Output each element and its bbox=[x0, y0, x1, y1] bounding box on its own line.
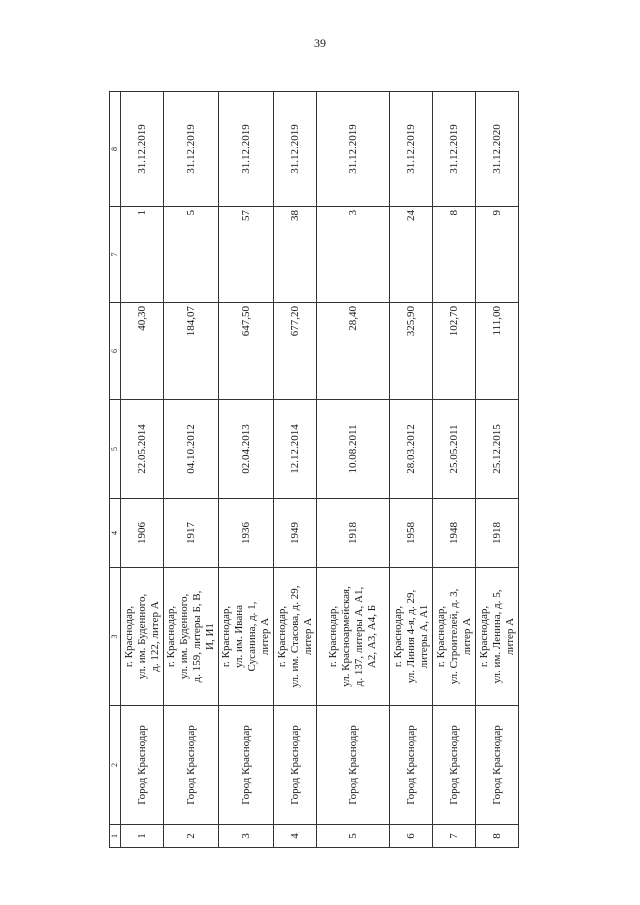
year-cell: 1918 bbox=[317, 499, 390, 568]
date-cell: 25.12.2015 bbox=[476, 400, 519, 499]
column-number: 3 bbox=[110, 568, 121, 706]
count-cell: 8 bbox=[433, 207, 476, 303]
column-number: 4 bbox=[110, 499, 121, 568]
address-cell: г. Краснодар, ул. им. Стасова, д. 29, литер А bbox=[274, 568, 317, 706]
table-row bbox=[390, 92, 433, 848]
year-cell: 1958 bbox=[390, 499, 433, 568]
municipality-cell: Город Краснодар bbox=[164, 706, 219, 825]
column-number: 1 bbox=[110, 825, 121, 848]
address-cell: г. Краснодар, ул. им. Буденного, д. 122, литер А bbox=[121, 568, 164, 706]
table-row bbox=[317, 92, 390, 848]
column-number: 8 bbox=[110, 92, 121, 207]
housing-table bbox=[109, 91, 519, 848]
column-number-row bbox=[110, 92, 121, 848]
count-cell: 38 bbox=[274, 207, 317, 303]
deadline-cell: 31.12.2019 bbox=[317, 92, 390, 207]
rotated-table-container bbox=[109, 92, 554, 848]
address-cell: г. Краснодар, ул. Строителей, д. 3, литер А bbox=[433, 568, 476, 706]
deadline-cell: 31.12.2019 bbox=[164, 92, 219, 207]
year-cell: 1917 bbox=[164, 499, 219, 568]
address-cell: г. Краснодар, ул. им. Ленина, д. 5, литер А bbox=[476, 568, 519, 706]
area-cell: 40,30 bbox=[121, 303, 164, 400]
date-cell: 28.03.2012 bbox=[390, 400, 433, 499]
deadline-cell: 31.12.2019 bbox=[219, 92, 274, 207]
count-cell: 9 bbox=[476, 207, 519, 303]
table-row bbox=[164, 92, 219, 848]
row-number: 1 bbox=[121, 825, 164, 848]
column-number: 7 bbox=[110, 207, 121, 303]
date-cell: 12.12.2014 bbox=[274, 400, 317, 499]
count-cell: 24 bbox=[390, 207, 433, 303]
area-cell: 102,70 bbox=[433, 303, 476, 400]
row-number: 4 bbox=[274, 825, 317, 848]
page-number: 39 bbox=[314, 36, 326, 50]
municipality-cell: Город Краснодар bbox=[317, 706, 390, 825]
area-cell: 677,20 bbox=[274, 303, 317, 400]
date-cell: 04.10.2012 bbox=[164, 400, 219, 499]
deadline-cell: 31.12.2019 bbox=[121, 92, 164, 207]
year-cell: 1948 bbox=[433, 499, 476, 568]
deadline-cell: 31.12.2019 bbox=[390, 92, 433, 207]
row-number: 2 bbox=[164, 825, 219, 848]
deadline-cell: 31.12.2019 bbox=[433, 92, 476, 207]
column-number: 5 bbox=[110, 400, 121, 499]
count-cell: 5 bbox=[164, 207, 219, 303]
area-cell: 647,50 bbox=[219, 303, 274, 400]
table-row bbox=[219, 92, 274, 848]
row-number: 8 bbox=[476, 825, 519, 848]
column-number: 2 bbox=[110, 706, 121, 825]
table-row bbox=[121, 92, 164, 848]
column-number: 6 bbox=[110, 303, 121, 400]
row-number: 5 bbox=[317, 825, 390, 848]
count-cell: 57 bbox=[219, 207, 274, 303]
municipality-cell: Город Краснодар bbox=[274, 706, 317, 825]
row-number: 3 bbox=[219, 825, 274, 848]
row-number: 6 bbox=[390, 825, 433, 848]
municipality-cell: Город Краснодар bbox=[476, 706, 519, 825]
deadline-cell: 31.12.2019 bbox=[274, 92, 317, 207]
area-cell: 325,90 bbox=[390, 303, 433, 400]
table-row bbox=[274, 92, 317, 848]
area-cell: 184,07 bbox=[164, 303, 219, 400]
area-cell: 111,00 bbox=[476, 303, 519, 400]
year-cell: 1906 bbox=[121, 499, 164, 568]
date-cell: 10.08.2011 bbox=[317, 400, 390, 499]
table-row bbox=[476, 92, 519, 848]
area-cell: 28,40 bbox=[317, 303, 390, 400]
date-cell: 22.05.2014 bbox=[121, 400, 164, 499]
year-cell: 1949 bbox=[274, 499, 317, 568]
count-cell: 1 bbox=[121, 207, 164, 303]
municipality-cell: Город Краснодар bbox=[121, 706, 164, 825]
date-cell: 02.04.2013 bbox=[219, 400, 274, 499]
row-number: 7 bbox=[433, 825, 476, 848]
municipality-cell: Город Краснодар bbox=[433, 706, 476, 825]
date-cell: 25.05.2011 bbox=[433, 400, 476, 499]
address-cell: г. Краснодар, ул. им. Буденного, д. 159, литеры Б, В, И, И1 bbox=[164, 568, 219, 706]
address-cell: г. Краснодар, ул. Линия 4-я, д. 29, литеры А, А1 bbox=[390, 568, 433, 706]
address-cell: г. Краснодар, ул. Красноармейская, д. 137, литеры А, А1, А2, А3, А4, Б bbox=[317, 568, 390, 706]
count-cell: 3 bbox=[317, 207, 390, 303]
year-cell: 1936 bbox=[219, 499, 274, 568]
deadline-cell: 31.12.2020 bbox=[476, 92, 519, 207]
municipality-cell: Город Краснодар bbox=[390, 706, 433, 825]
municipality-cell: Город Краснодар bbox=[219, 706, 274, 825]
address-cell: г. Краснодар, ул. им. Ивана Сусанина, д. 1, литер А bbox=[219, 568, 274, 706]
table-row bbox=[433, 92, 476, 848]
year-cell: 1918 bbox=[476, 499, 519, 568]
